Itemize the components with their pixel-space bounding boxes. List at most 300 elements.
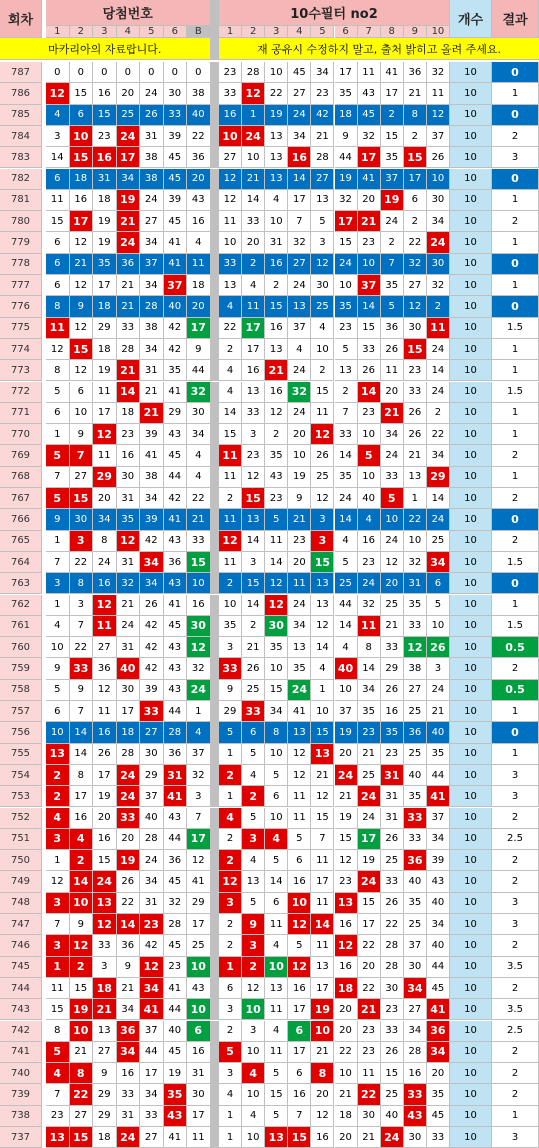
filter-number: 27: [288, 83, 311, 104]
filter-number: 30: [265, 616, 288, 637]
draw-number: 17: [187, 829, 211, 850]
filter-number: 12: [242, 978, 265, 999]
draw-number: 14: [70, 744, 94, 765]
filter-number: 29: [427, 467, 450, 488]
draw-number: 9: [46, 509, 70, 530]
filter-number: 14: [335, 509, 358, 530]
draw-number: 38: [140, 318, 164, 339]
draw-number: 6: [46, 254, 70, 275]
result-value: 1: [492, 403, 539, 424]
draw-number: 2: [46, 786, 70, 807]
result-value: 0: [492, 169, 539, 190]
filter-number: 5: [427, 595, 450, 616]
filter-number: 5: [265, 509, 288, 530]
filter-number: 4: [242, 850, 265, 871]
filter-number: 12: [265, 403, 288, 424]
round-number: 763: [0, 573, 42, 594]
filter-number: 12: [265, 595, 288, 616]
count-value: 10: [450, 360, 492, 381]
filter-number: 2: [219, 573, 242, 594]
draw-number: 15: [70, 83, 94, 104]
filter-number: 31: [265, 232, 288, 253]
filter-number: 10: [265, 658, 288, 679]
filter-number: 25: [358, 765, 381, 786]
round-number: 783: [0, 147, 42, 168]
draw-number: 12: [140, 957, 164, 978]
filter-number: 11: [358, 616, 381, 637]
draw-number: 10: [46, 722, 70, 743]
round-number: 745: [0, 957, 42, 978]
filter-number: 24: [288, 595, 311, 616]
count-value: 10: [450, 488, 492, 509]
draw-number: 23: [140, 914, 164, 935]
draw-number: 1: [46, 957, 70, 978]
filter-number: 14: [311, 637, 334, 658]
draw-number: 24: [117, 616, 141, 637]
draw-number: 45: [164, 445, 188, 466]
filter-number: 10: [242, 999, 265, 1020]
filter-number: 35: [335, 467, 358, 488]
filter-number: 35: [335, 83, 358, 104]
count-value: 10: [450, 147, 492, 168]
draw-number: 44: [187, 360, 211, 381]
filter-number: 11: [427, 83, 450, 104]
filter-number: 5: [242, 744, 265, 765]
filter-number: 16: [242, 360, 265, 381]
draw-number: 41: [140, 445, 164, 466]
draw-number: 21: [140, 403, 164, 424]
result-value: 2.5: [492, 829, 539, 850]
draw-number: 10: [70, 403, 94, 424]
round-number: 739: [0, 1084, 42, 1105]
filter-number: 27: [404, 275, 427, 296]
draw-number: 12: [93, 914, 117, 935]
gap: [211, 403, 219, 424]
count-value: 10: [450, 957, 492, 978]
draw-number: 15: [93, 850, 117, 871]
draw-number: 9: [70, 424, 94, 445]
draw-number: 10: [187, 573, 211, 594]
filter-number: 33: [335, 424, 358, 445]
filter-number: 39: [427, 850, 450, 871]
count-value: 10: [450, 829, 492, 850]
draw-number: 16: [187, 1042, 211, 1063]
draw-number: 27: [140, 1127, 164, 1148]
filter-number: 27: [311, 169, 334, 190]
draw-number: 37: [187, 744, 211, 765]
count-value: 10: [450, 808, 492, 829]
draw-number: 5: [46, 1042, 70, 1063]
filter-number: 14: [427, 360, 450, 381]
filter-number: 25: [311, 296, 334, 317]
draw-number: 22: [70, 1084, 94, 1105]
round-number: 765: [0, 531, 42, 552]
filter-number: 44: [427, 957, 450, 978]
filter-col-header: 3: [265, 26, 288, 38]
filter-number: 4: [311, 318, 334, 339]
draw-number: 16: [117, 445, 141, 466]
filter-number: 12: [219, 531, 242, 552]
filter-number: 11: [242, 296, 265, 317]
draw-number: 28: [164, 914, 188, 935]
filter-number: 34: [427, 211, 450, 232]
draw-number: 31: [117, 637, 141, 658]
round-number: 772: [0, 382, 42, 403]
draw-number: 17: [93, 765, 117, 786]
draw-number: 13: [46, 744, 70, 765]
draw-number: 27: [93, 1042, 117, 1063]
gap: [211, 680, 219, 701]
filter-number: 12: [311, 254, 334, 275]
filter-number: 30: [311, 275, 334, 296]
count-value: 10: [450, 424, 492, 445]
filter-number: 11: [265, 531, 288, 552]
filter-number: 25: [427, 531, 450, 552]
filter-number: 37: [288, 318, 311, 339]
filter-number: 37: [404, 935, 427, 956]
filter-number: 44: [335, 147, 358, 168]
draw-number: 34: [140, 552, 164, 573]
gap: [211, 808, 219, 829]
filter-number: 14: [311, 914, 334, 935]
filter-number: 20: [381, 573, 404, 594]
draw-number: 41: [164, 509, 188, 530]
filter-number: 34: [358, 680, 381, 701]
filter-number: 11: [219, 467, 242, 488]
filter-number: 23: [265, 488, 288, 509]
draw-number: 11: [93, 616, 117, 637]
filter-number: 36: [404, 850, 427, 871]
gap: [211, 147, 219, 168]
draw-number: 25: [117, 105, 141, 126]
filter-number: 29: [381, 658, 404, 679]
draw-number: 3: [46, 893, 70, 914]
count-value: 10: [450, 169, 492, 190]
filter-number: 4: [265, 1021, 288, 1042]
draw-number: 17: [93, 275, 117, 296]
draw-number: 41: [164, 254, 188, 275]
draw-number: 14: [117, 382, 141, 403]
filter-number: 35: [381, 722, 404, 743]
draw-number: 42: [140, 935, 164, 956]
draw-number: 9: [70, 680, 94, 701]
filter-number: 11: [219, 509, 242, 530]
filter-number: 4: [311, 658, 334, 679]
filter-number: 44: [427, 765, 450, 786]
draw-number: 34: [117, 1042, 141, 1063]
draw-number: 17: [117, 147, 141, 168]
draw-number: 18: [93, 1127, 117, 1148]
filter-number: 20: [427, 1063, 450, 1084]
filter-number: 5: [381, 296, 404, 317]
draw-number: 28: [117, 744, 141, 765]
round-number: 760: [0, 637, 42, 658]
draw-number: 17: [187, 318, 211, 339]
round-number: 741: [0, 1042, 42, 1063]
filter-number: 5: [242, 893, 265, 914]
filter-number: 4: [219, 808, 242, 829]
filter-number: 11: [219, 211, 242, 232]
filter-number: 3: [427, 658, 450, 679]
result-value: 2: [492, 978, 539, 999]
draw-number: 6: [70, 382, 94, 403]
count-value: 10: [450, 105, 492, 126]
filter-number: 2: [427, 296, 450, 317]
filter-number: 3: [219, 637, 242, 658]
count-value: 10: [450, 467, 492, 488]
gap: [211, 1021, 219, 1042]
filter-number: 35: [358, 701, 381, 722]
filter-number: 13: [265, 126, 288, 147]
filter-number: 4: [242, 1063, 265, 1084]
gap: [211, 0, 219, 38]
result-value: 3: [492, 786, 539, 807]
result-value: 1: [492, 1106, 539, 1127]
result-value: 3: [492, 1127, 539, 1148]
round-number: 782: [0, 169, 42, 190]
count-value: 10: [450, 190, 492, 211]
draw-number: 40: [117, 658, 141, 679]
result-value: 1: [492, 83, 539, 104]
filter-col-header: 5: [311, 26, 334, 38]
filter-number: 16: [335, 914, 358, 935]
filter-number: 24: [335, 488, 358, 509]
filter-number: 36: [427, 1021, 450, 1042]
filter-number: 26: [381, 680, 404, 701]
gap: [211, 38, 219, 60]
draw-number: 1: [46, 424, 70, 445]
filter-number: 22: [265, 83, 288, 104]
filter-number: 40: [335, 658, 358, 679]
draw-number: 32: [187, 658, 211, 679]
round-number: 768: [0, 467, 42, 488]
filter-number: 26: [381, 339, 404, 360]
filter-number: 35: [265, 445, 288, 466]
filter-number: 32: [335, 190, 358, 211]
filter-number: 16: [265, 382, 288, 403]
round-number: 746: [0, 935, 42, 956]
draw-number: 33: [93, 935, 117, 956]
filter-number: 15: [311, 808, 334, 829]
filter-number: 13: [335, 360, 358, 381]
filter-number: 33: [427, 1127, 450, 1148]
draw-number: 24: [117, 232, 141, 253]
draw-number: 33: [140, 1106, 164, 1127]
filter-col-header: 9: [404, 26, 427, 38]
filter-number: 23: [242, 445, 265, 466]
filter-number: 11: [358, 1063, 381, 1084]
filter-number: 14: [335, 445, 358, 466]
round-number: 759: [0, 658, 42, 679]
round-number: 757: [0, 701, 42, 722]
round-number: 767: [0, 488, 42, 509]
filter-number: 24: [358, 786, 381, 807]
filter-number: 23: [219, 62, 242, 83]
result-value: 2: [492, 871, 539, 892]
filter-number: 12: [427, 105, 450, 126]
filter-number: 5: [311, 211, 334, 232]
filter-number: 32: [288, 232, 311, 253]
draw-number: 39: [140, 680, 164, 701]
filter-number: 12: [335, 935, 358, 956]
filter-number: 27: [288, 254, 311, 275]
filter-number: 32: [404, 254, 427, 275]
filter-number: 13: [311, 190, 334, 211]
filter-number: 33: [219, 83, 242, 104]
filter-number: 30: [404, 318, 427, 339]
draw-number: 8: [46, 1021, 70, 1042]
draw-number: 31: [117, 1106, 141, 1127]
draw-number: 43: [164, 808, 188, 829]
filter-number: 35: [404, 595, 427, 616]
filter-number: 14: [265, 552, 288, 573]
filter-number: 11: [265, 914, 288, 935]
filter-number: 8: [265, 722, 288, 743]
gap: [211, 637, 219, 658]
draw-number: 10: [187, 957, 211, 978]
round-number: 747: [0, 914, 42, 935]
draw-number: 33: [187, 531, 211, 552]
filter-number: 13: [288, 296, 311, 317]
draw-number: 13: [93, 893, 117, 914]
draw-number: 29: [93, 1084, 117, 1105]
draw-number: 23: [93, 126, 117, 147]
draw-number: 12: [93, 424, 117, 445]
filter-number: 10: [335, 1063, 358, 1084]
gap: [211, 957, 219, 978]
result-value: 1: [492, 339, 539, 360]
filter-number: 36: [381, 318, 404, 339]
count-value: 10: [450, 786, 492, 807]
filter-number: 3: [219, 1063, 242, 1084]
round-number: 785: [0, 105, 42, 126]
draw-number: 39: [140, 509, 164, 530]
count-value: 10: [450, 1063, 492, 1084]
draw-number: 11: [93, 445, 117, 466]
filter-number: 20: [242, 232, 265, 253]
filter-number: 21: [242, 169, 265, 190]
filter-col-header: 4: [288, 26, 311, 38]
filter-number: 19: [265, 105, 288, 126]
filter-number: 19: [358, 850, 381, 871]
draw-col-header: 4: [117, 26, 141, 38]
draw-number: 1: [187, 701, 211, 722]
result-value: 2: [492, 126, 539, 147]
filter-number: 3: [242, 424, 265, 445]
filter-number: 22: [358, 1084, 381, 1105]
filter-number: 16: [288, 871, 311, 892]
filter-number: 24: [427, 382, 450, 403]
filter-number: 31: [381, 808, 404, 829]
filter-number: 43: [265, 467, 288, 488]
filter-number: 6: [288, 850, 311, 871]
result-value: 0: [492, 296, 539, 317]
filter-number: 35: [381, 147, 404, 168]
round-number: 749: [0, 871, 42, 892]
filter-number: 33: [404, 1084, 427, 1105]
filter-number: 11: [288, 808, 311, 829]
draw-col-header: 2: [70, 26, 94, 38]
filter-number: 35: [404, 893, 427, 914]
filter-number: 42: [311, 105, 334, 126]
draw-number: 34: [140, 978, 164, 999]
filter-number: 17: [358, 147, 381, 168]
draw-number: 3: [93, 957, 117, 978]
draw-number: 20: [187, 169, 211, 190]
filter-number: 41: [427, 786, 450, 807]
filter-number: 10: [427, 616, 450, 637]
filter-number: 3: [242, 829, 265, 850]
filter-number: 20: [335, 1127, 358, 1148]
filter-number: 15: [311, 722, 334, 743]
filter-number: 6: [265, 893, 288, 914]
gap: [211, 1063, 219, 1084]
result-value: 3.5: [492, 957, 539, 978]
round-number: 770: [0, 424, 42, 445]
draw-number: 12: [93, 595, 117, 616]
count-value: 10: [450, 978, 492, 999]
filter-number: 10: [335, 680, 358, 701]
filter-number: 34: [427, 829, 450, 850]
draw-number: 14: [70, 871, 94, 892]
filter-number: 21: [311, 765, 334, 786]
filter-number: 32: [288, 382, 311, 403]
filter-number: 12: [311, 424, 334, 445]
draw-number: 4: [187, 467, 211, 488]
draw-number: 39: [140, 424, 164, 445]
draw-number: 7: [46, 1084, 70, 1105]
filter-number: 30: [358, 1106, 381, 1127]
gap: [211, 339, 219, 360]
draw-number: 12: [117, 531, 141, 552]
filter-number: 14: [242, 531, 265, 552]
draw-number: 2: [70, 957, 94, 978]
draw-col-header: 3: [93, 26, 117, 38]
filter-number: 32: [404, 552, 427, 573]
filter-number: 17: [311, 978, 334, 999]
gap: [211, 424, 219, 445]
filter-number: 11: [288, 573, 311, 594]
count-value: 10: [450, 744, 492, 765]
filter-number: 20: [381, 382, 404, 403]
draw-number: 36: [117, 935, 141, 956]
draw-number: 19: [93, 786, 117, 807]
filter-number: 37: [335, 701, 358, 722]
draw-number: 42: [140, 531, 164, 552]
filter-number: 5: [265, 850, 288, 871]
draw-number: 10: [70, 126, 94, 147]
round-number: 748: [0, 893, 42, 914]
result-value: 2: [492, 1063, 539, 1084]
filter-number: 10: [427, 169, 450, 190]
filter-number: 4: [265, 935, 288, 956]
filter-number: 26: [381, 893, 404, 914]
filter-number: 33: [219, 658, 242, 679]
count-value: 10: [450, 701, 492, 722]
result-value: 1.5: [492, 616, 539, 637]
result-value: 0.5: [492, 637, 539, 658]
result-value: 2: [492, 935, 539, 956]
filter-number: 16: [265, 318, 288, 339]
filter-number: 7: [381, 254, 404, 275]
draw-number: 4: [70, 829, 94, 850]
gap: [211, 105, 219, 126]
filter-number: 26: [381, 1042, 404, 1063]
draw-number: 17: [140, 1063, 164, 1084]
filter-number: 27: [404, 999, 427, 1020]
filter-number: 32: [427, 275, 450, 296]
filter-number: 22: [358, 978, 381, 999]
